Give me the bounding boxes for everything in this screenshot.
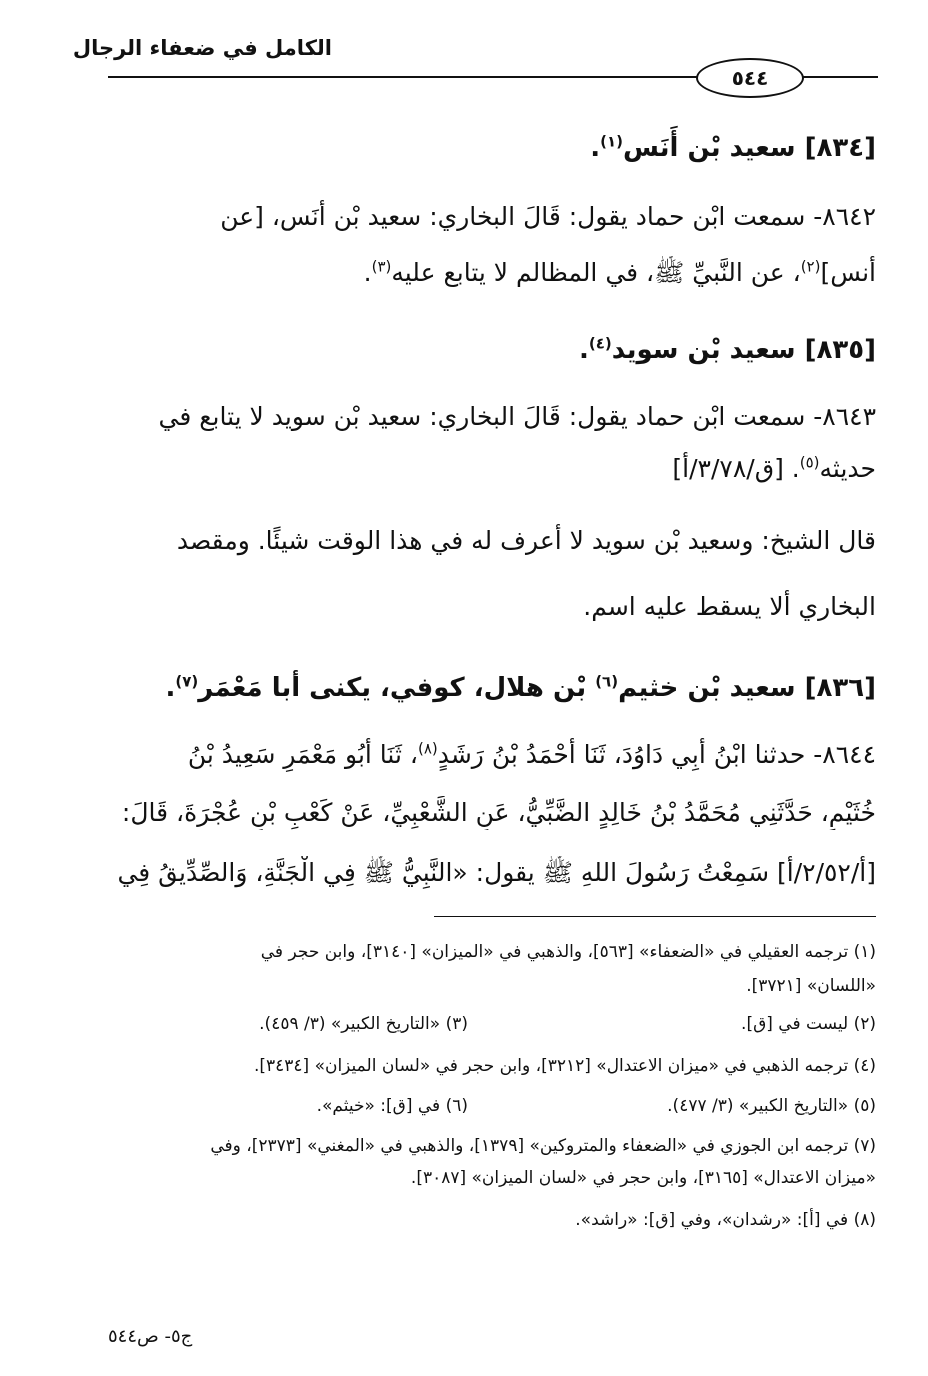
entry-heading-836: [108, 668, 876, 708]
paragraph-line: [108, 738, 876, 772]
footnote-row: [108, 1094, 876, 1118]
footnote-5: (٥) «التاريخ الكبير» (٣/ ٤٧٧).: [667, 1096, 876, 1116]
heading-period: .: [590, 133, 601, 163]
text-run: أَنس]: [820, 258, 876, 287]
footnote-1: (١) ترجمه العقيلي في «الضعفاء» [٥٦٣]، والذهبي في «الميزان» [٣١٤٠]، وابن حجر في: [260, 942, 876, 962]
footnote-separator: [434, 916, 876, 917]
footnote-ref[interactable]: (٢): [800, 257, 821, 276]
footnote-6: (٦) في [ق]: «خيثم».: [316, 1096, 468, 1116]
entry-heading-text: [٨٣٤] سعيد بْن أَنَس: [622, 133, 876, 163]
footnote-ref[interactable]: (٥): [799, 453, 820, 472]
footnote-ref[interactable]: (٨): [417, 739, 438, 758]
paragraph-line: [108, 452, 876, 486]
text-run: . [ق/٣/٧٨/أ]: [672, 454, 800, 483]
footnote-8: (٨) في [أ]: «رشدان»، وفي [ق]: «راشد».: [575, 1210, 876, 1230]
footnote-7: (٧) ترجمه ابن الجوزي في «الضعفاء والمتروكين» [١٣٧٩]، والذهبي في «المغني» [٢٣٧٣]، وفي: [210, 1136, 876, 1156]
footnote-3: (٣) «التاريخ الكبير» (٣/ ٤٥٩).: [259, 1014, 468, 1034]
footnote-row: [108, 1012, 876, 1036]
footnote-ref[interactable]: (٧): [175, 672, 199, 691]
text-run: ، عن النَّبيِّ ﷺ، في المظالم لا يتابع عليه: [391, 258, 801, 287]
paragraph-line: ٨٦٤٣- سمعت ابْن حماد يقول: قَالَ البخاري: سعيد بْن سويد لا يتابع في: [158, 402, 876, 431]
paragraph-line: [أ/٢/٥٢/أ] سَمِعْتُ رَسُولَ اللهِ ﷺ يقول: «النَّبِيُّ ﷺ فِي الْجَنَّةِ، وَالصِّدِّيقُ فِي: [117, 858, 876, 887]
paragraph-line: [108, 256, 876, 290]
footnote-ref[interactable]: (٤): [588, 334, 612, 353]
footnote-ref[interactable]: (١): [600, 132, 623, 151]
entry-heading-text: بْن هلال، كوفي، يكنى أبا مَعْمَر: [198, 673, 596, 703]
footnote-2: (٢) ليست في [ق].: [741, 1014, 876, 1034]
heading-period: .: [165, 673, 176, 703]
text-run: حديثه: [819, 454, 876, 483]
entry-heading-834: [108, 128, 876, 168]
page-number: ٥٤٤: [696, 58, 804, 98]
sheikh-comment-line: قال الشيخ: وسعيد بْن سويد لا أعرف له في هذا الوقت شيئًا. ومقصد: [176, 526, 876, 555]
entry-heading-text: [٨٣٥] سعيد بْن سويد: [611, 335, 876, 365]
text-run: ، ثَنَا أَبُو مَعْمَرٍ سَعِيدُ بْنُ: [187, 740, 418, 769]
sheikh-comment-line: البخاري ألا يسقط عليه اسم.: [583, 592, 876, 621]
paragraph-line: ٨٦٤٢- سمعت ابْن حماد يقول: قَالَ البخاري: سعيد بْن أَنَس، [عن: [220, 202, 876, 231]
footnote-1-continued: «اللسان» [٣٧٢١].: [746, 976, 876, 996]
running-header-title: الكامل في ضعفاء الرجال: [72, 36, 332, 60]
footnote-ref[interactable]: (٦): [595, 672, 619, 691]
entry-heading-text: [٨٣٦] سعيد بْن خثيم: [618, 673, 876, 703]
paragraph-line: خُثَيْمٍ، حَدَّثَنِي مُحَمَّدُ بْنُ خَالِدٍ الضَّبِّيُّ، عَنِ الشَّعْبِيِّ، عَنْ كَعْبِ بْنِ عُجْرَةَ، قَالَ:: [121, 798, 876, 827]
heading-period: .: [579, 335, 589, 365]
text-run: ٨٦٤٤- حدثنا ابْنُ أَبِي دَاوُدَ، ثَنَا أَحْمَدُ بْنُ رَشَدٍ: [437, 740, 876, 769]
footnote-4: (٤) ترجمه الذهبي في «ميزان الاعتدال» [٣٢١٢]، وابن حجر في «لسان الميزان» [٣٤٣٤].: [253, 1056, 876, 1076]
entry-heading-835: [108, 330, 876, 370]
footnote-ref[interactable]: (٣): [371, 257, 392, 276]
volume-page-signature: ج٥- ص٥٤٤: [108, 1326, 193, 1347]
footnote-7-continued: «ميزان الاعتدال» [٣١٦٥]، وابن حجر في «لسان الميزان» [٣٠٨٧].: [410, 1168, 876, 1188]
text-run: .: [363, 258, 372, 287]
